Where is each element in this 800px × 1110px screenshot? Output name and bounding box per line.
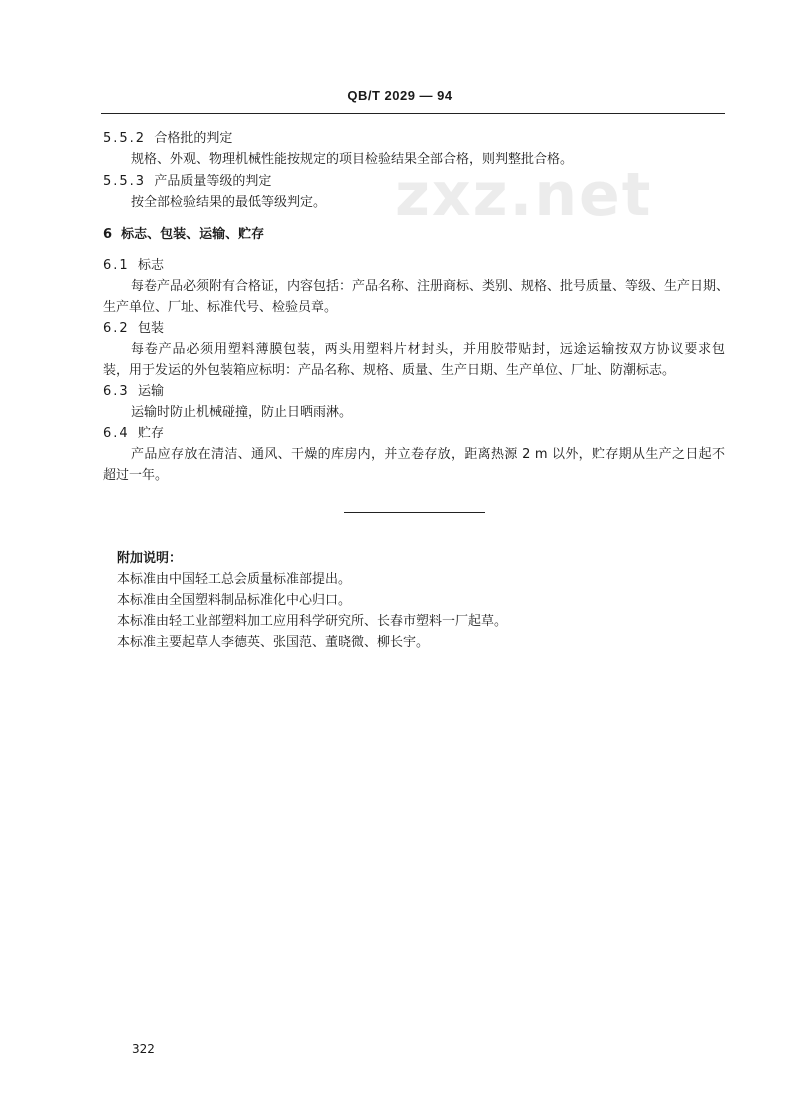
section-6-4-body-line: 超过一年。 [103,468,169,483]
section-6-4-body-line: 产品应存放在清洁、通风、干燥的库房内，并立卷存放，距离热源 2 m 以外，贮存期从生产之日起不 [131,447,725,462]
page-number: 322 [132,1042,155,1056]
section-6-4-heading [103,426,164,442]
end-of-text-rule [344,512,485,513]
section-number: 6.3 [103,384,130,399]
section-6-2-body-line: 每卷产品必须用塑料薄膜包装，两头用塑料片材封头，并用胶带贴封，远途运输按双方协议要求包 [131,342,725,357]
section-6-3-heading [103,384,164,400]
appendix-title: 附加说明： [117,551,183,566]
section-5-5-2-heading [103,131,232,147]
watermark: zxz.net [395,160,653,230]
section-6-1-heading [103,258,164,274]
section-title: 贮存 [137,426,164,441]
section-6-2-body-line: 装，用于发运的外包装箱应标明：产品名称、规格、质量、生产日期、生产单位、厂址、防潮标志。 [103,363,676,378]
section-5-5-3-body: 按全部检验结果的最低等级判定。 [131,195,327,210]
section-title: 标志 [137,258,164,273]
section-5-5-2-body: 规格、外观、物理机械性能按规定的项目检验结果全部合格，则判整批合格。 [131,152,574,167]
section-number: 5.5.3 [103,174,147,189]
appendix-line: 本标准由全国塑料制品标准化中心归口。 [117,593,352,608]
section-title: 产品质量等级的判定 [154,174,272,189]
section-title: 包装 [137,321,164,336]
section-6-1-body-line: 每卷产品必须附有合格证，内容包括：产品名称、注册商标、类别、规格、批号质量、等级、生产日期、 [131,279,730,294]
header-rule [101,113,725,114]
standard-code-header: QB/T 2029 — 94 [347,88,453,103]
chapter-number: 6 [103,227,113,242]
appendix-line: 本标准主要起草人李德英、张国范、董晓微、柳长宇。 [117,635,430,650]
appendix-line: 本标准由轻工业部塑料加工应用科学研究所、长春市塑料一厂起草。 [117,614,508,629]
section-5-5-3-heading [103,174,271,190]
section-6-3-body: 运输时防止机械碰撞，防止日晒雨淋。 [131,405,353,420]
section-number: 6.2 [103,321,130,336]
section-6-1-body-line: 生产单位、厂址、标准代号、检验员章。 [103,300,338,315]
section-title: 合格批的判定 [154,131,233,146]
appendix-line: 本标准由中国轻工总会质量标准部提出。 [117,572,352,587]
chapter-title: 标志、包装、运输、贮存 [121,227,265,242]
section-title: 运输 [137,384,164,399]
chapter-6-heading [103,227,264,243]
section-6-2-heading [103,321,164,337]
section-number: 5.5.2 [103,131,147,146]
section-number: 6.4 [103,426,130,441]
section-number: 6.1 [103,258,130,273]
